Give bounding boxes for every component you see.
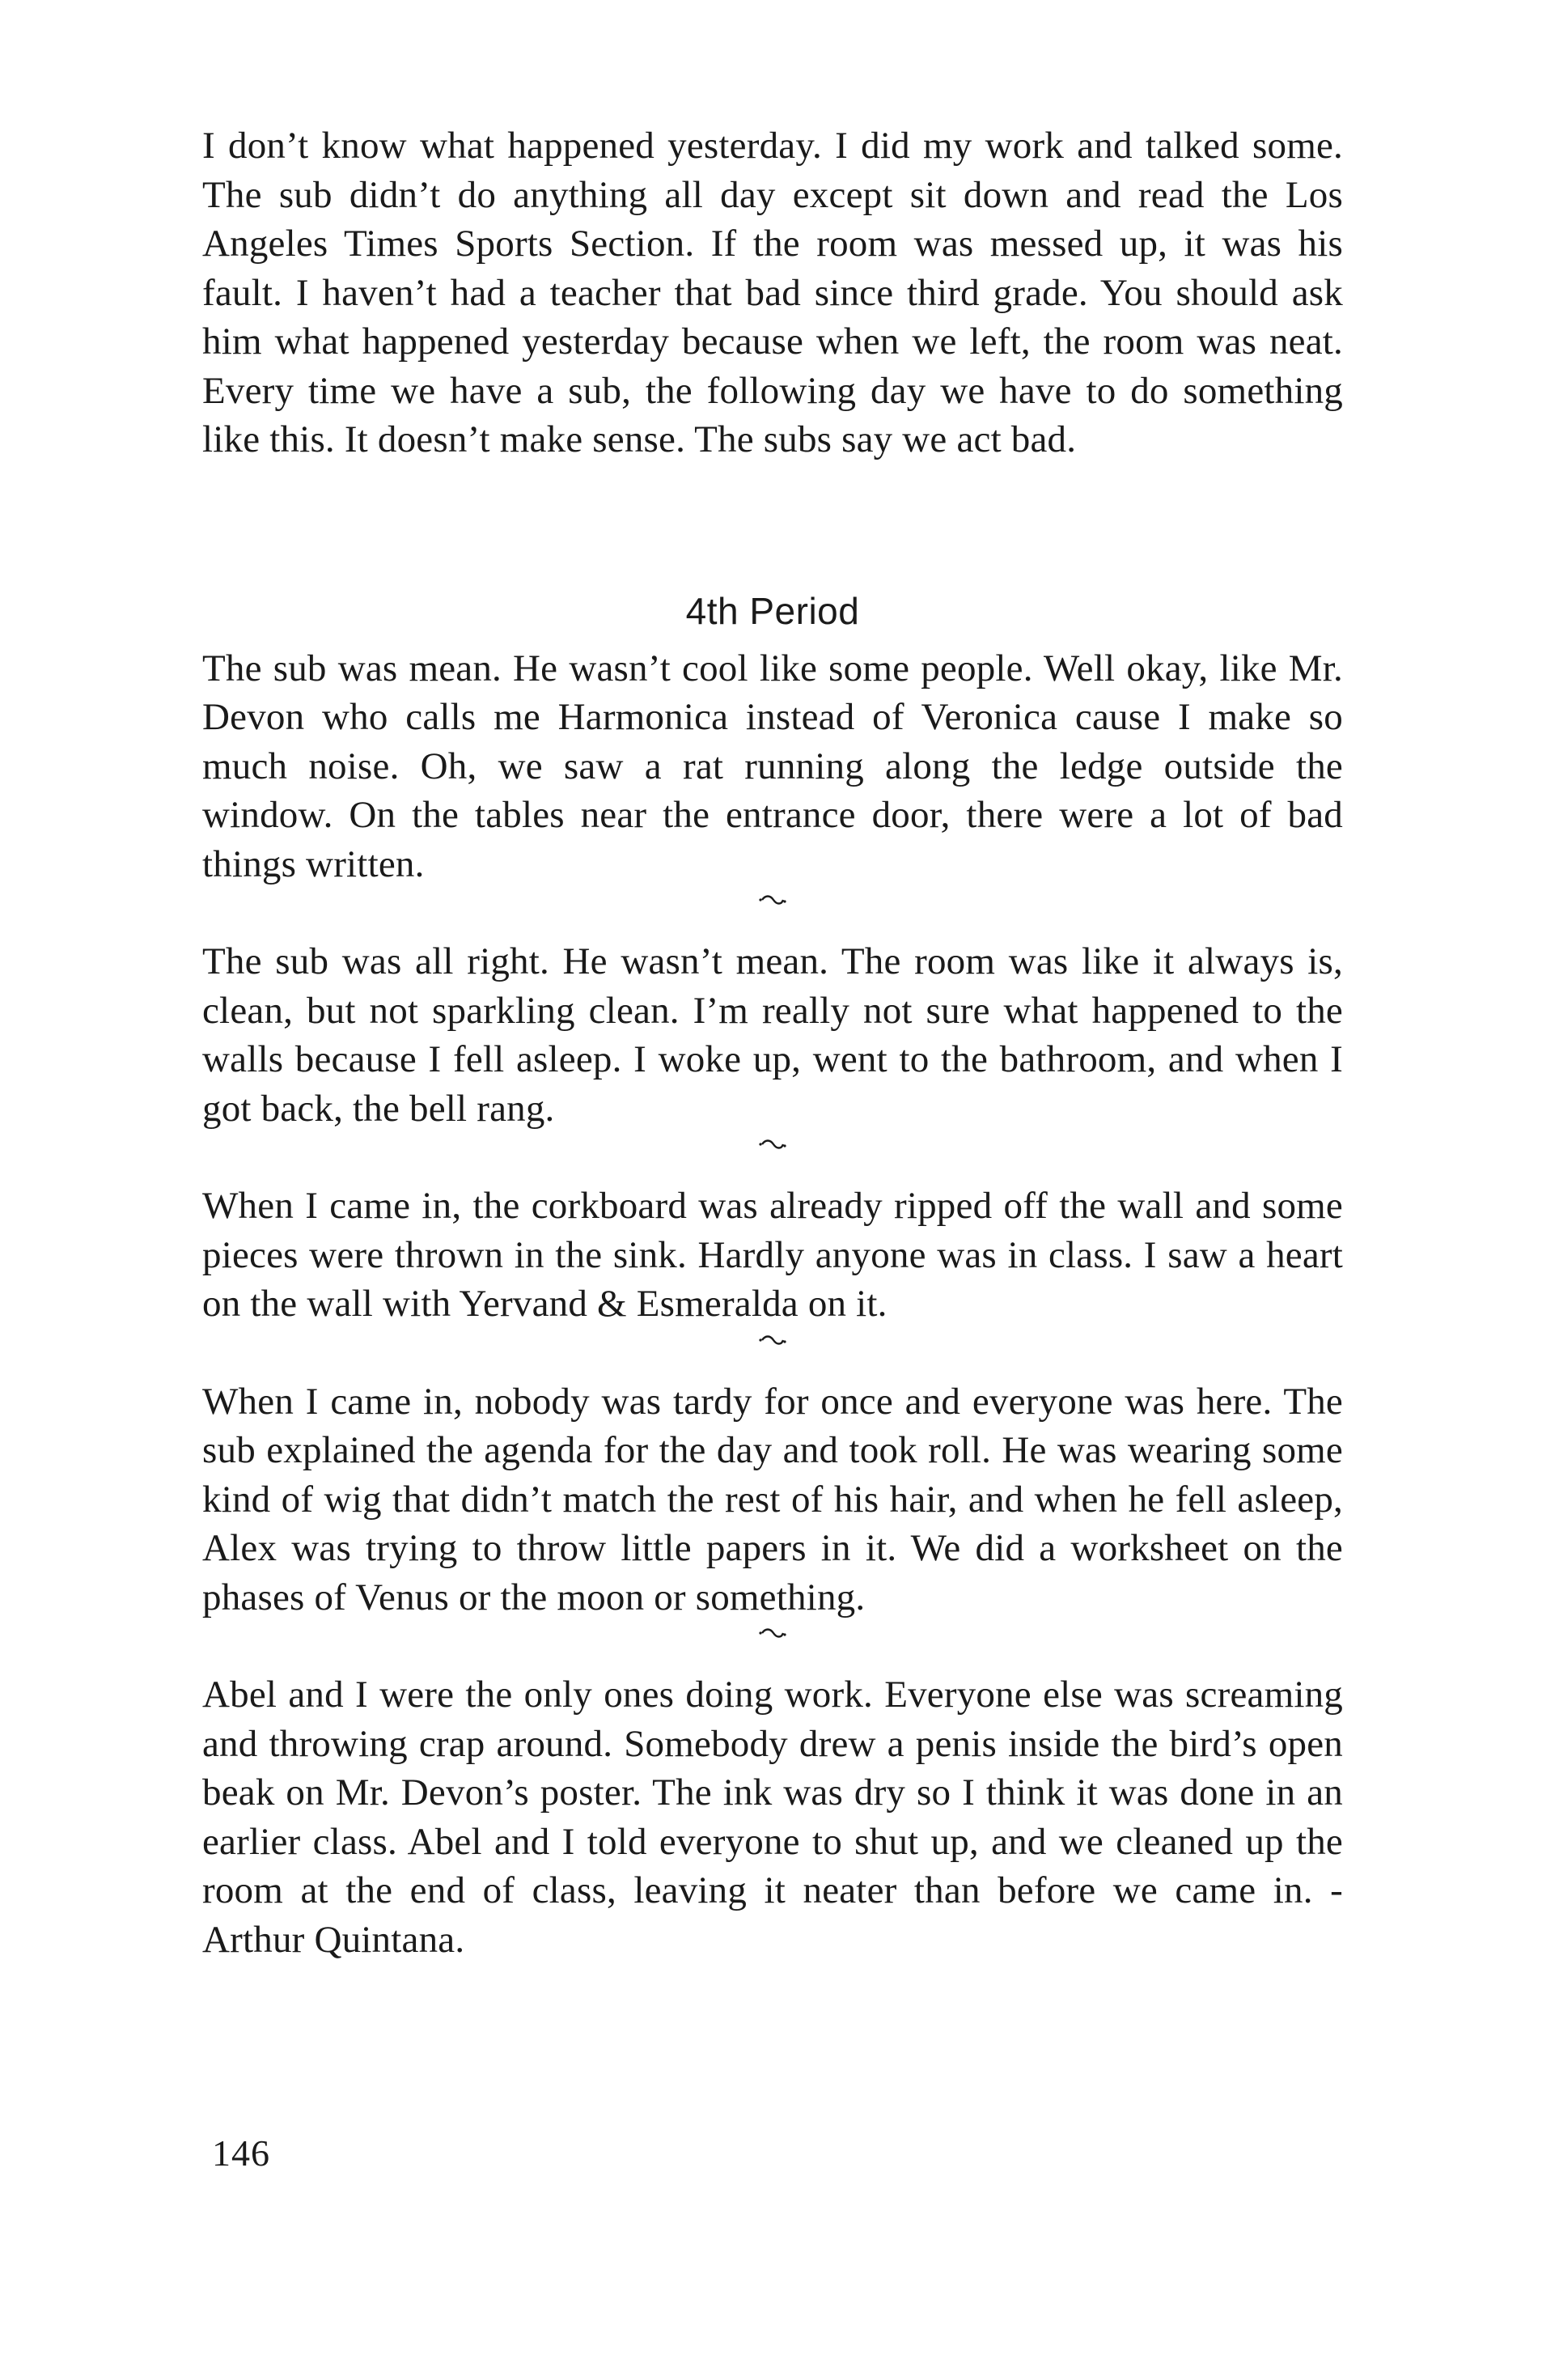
ornament-divider (202, 889, 1343, 937)
page-number: 146 (212, 2132, 270, 2174)
entry-4: When I came in, nobody was tardy for once and everyone was here. The sub explained the agenda for the day and took roll. He was wearing some kind of wig that didn’t match the rest of his hair, and when he fell asleep, Alex was trying to throw little papers in it. We did a worksheet on the phases of Venus or the moon or something. (202, 1380, 1343, 1618)
section-heading: 4th Period (685, 589, 860, 632)
entry-1: The sub was mean. He wasn’t cool like some people. Well okay, like Mr. Devon who calls me Harmonica instead of Veronica cause I make so much noise. Oh, we saw a rat running along the ledge outside the window. On the tables near the entrance door, there were a lot of bad things written. (202, 647, 1343, 885)
swash-ornament-icon (759, 1133, 786, 1157)
swash-ornament-icon (759, 889, 786, 913)
intro-paragraph: I don’t know what happened yesterday. I did my work and talked some. The sub didn’t do anything all day except sit down and read the Los Angeles Times Sports Section. If the room was messed up, it was his fault. I haven’t had a teacher that bad since third grade. You should ask him what happened yesterday because when we left, the room was neat. Every time we have a sub, the following day we have to do something like this. It doesn’t make sense. The subs say we act bad. (202, 125, 1343, 460)
swash-ornament-icon (759, 1329, 786, 1353)
ornament-divider (202, 1329, 1343, 1377)
entry-3: When I came in, the corkboard was already ripped off the wall and some pieces were thrown in the sink. Hardly anyone was in class. I saw a heart on the wall with Yervand & Esmeralda on it. (202, 1185, 1343, 1325)
ornament-divider (202, 1133, 1343, 1182)
ornament-divider (202, 1622, 1343, 1670)
swash-ornament-icon (759, 1622, 786, 1646)
entry-2: The sub was all right. He wasn’t mean. The room was like it always is, clean, but not sparkling clean. I’m really not sure what happened to the walls because I fell asleep. I woke up, went to the bathroom, and when I got back, the bell rang. (202, 940, 1343, 1130)
entry-5: Abel and I were the only ones doing work. Everyone else was screaming and throwing crap around. Somebody drew a penis inside the bird’s open beak on Mr. Devon’s poster. The ink was dry so I think it was done in an earlier class. Abel and I told everyone to shut up, and we cleaned up the room at the end of class, leaving it neater than before we came in. - Arthur Quintana. (202, 1674, 1343, 1961)
page-body (202, 121, 1343, 1964)
